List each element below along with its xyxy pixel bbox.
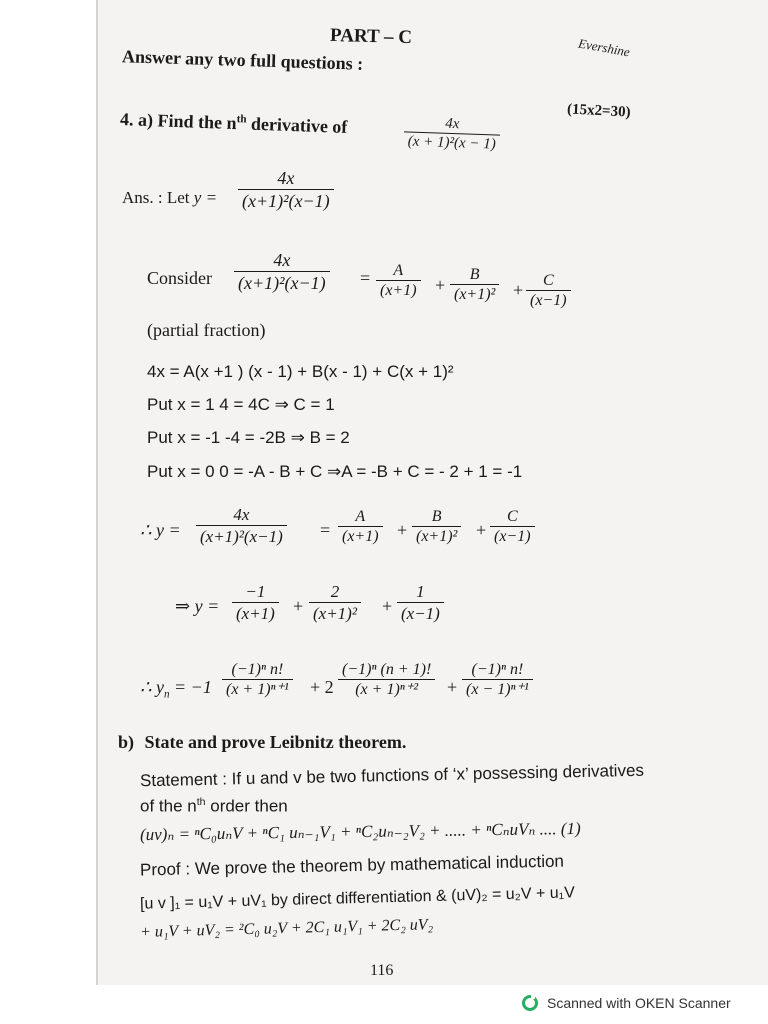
yn-term-1-den: (x + 1)ⁿ⁺¹ xyxy=(226,681,289,699)
statement2-sup: th xyxy=(196,796,206,808)
plus-sign: + xyxy=(382,596,393,616)
yn-term-3-num: (−1)ⁿ n! xyxy=(462,661,533,680)
partial-B-den: (x+1)² xyxy=(454,286,496,304)
answer-y-eq: y = xyxy=(193,188,218,207)
question-4b-title: State and prove Leibnitz theorem. xyxy=(144,732,407,752)
answer-fraction-den: (x+1)²(x−1) xyxy=(242,190,330,211)
consider-num: 4x xyxy=(234,250,330,272)
plus-sign: + xyxy=(435,275,446,295)
therefore-y: ∴ y = xyxy=(140,520,181,540)
yn-eq: = −1 xyxy=(169,677,212,697)
therefore-A xyxy=(338,508,383,547)
implies-term-2-num: 2 xyxy=(309,582,361,603)
marks-label: (15x2=30) xyxy=(566,101,631,121)
equation-line-3: Put x = -1 -4 = -2B ⇒ B = 2 xyxy=(147,428,350,447)
instruction-text: Answer any two full questions : xyxy=(121,46,364,74)
implies-term-3-den: (x−1) xyxy=(401,603,440,623)
page-number: 116 xyxy=(370,962,394,979)
yn-term-2 xyxy=(338,661,435,700)
therefore-A-num: A xyxy=(338,508,383,527)
yn-term-1 xyxy=(222,661,293,700)
partial-B xyxy=(450,266,499,305)
plus-sign: + xyxy=(447,677,458,697)
partial-A xyxy=(376,262,421,301)
equals-sign: = xyxy=(320,520,331,540)
statement-line-2 xyxy=(140,796,288,817)
implies-term-3-num: 1 xyxy=(397,582,444,603)
plus-sign: + xyxy=(513,280,524,300)
proof-line-3: + u₁V + uV₂ = ²C₀ u₂V + 2C₁ u₁V₁ + 2C₂ uV₂ xyxy=(139,916,434,941)
plus-sign: + xyxy=(476,520,487,540)
yn-term-3-den: (x − 1)ⁿ⁺¹ xyxy=(466,681,529,699)
plus-sign: + xyxy=(293,596,304,616)
consider-den: (x+1)²(x−1) xyxy=(238,272,326,293)
yn-coef-2: + 2 xyxy=(310,677,334,697)
therefore-A-den: (x+1) xyxy=(342,528,379,546)
yn-term-2-num: (−1)ⁿ (n + 1)! xyxy=(338,661,435,680)
partial-B-num: B xyxy=(450,266,499,285)
statement2-a: of the n xyxy=(140,796,197,816)
therefore-B-num: B xyxy=(412,508,461,527)
yn-term-1-num: (−1)ⁿ n! xyxy=(222,661,293,680)
partial-A-num: A xyxy=(376,262,421,281)
brand-watermark: Evershine xyxy=(577,35,631,60)
proof-line: Proof : We prove the theorem by mathematical induction xyxy=(139,851,565,880)
plus-sign: + xyxy=(397,520,408,540)
implies-term-1-den: (x+1) xyxy=(236,603,275,623)
yn-term-2-den: (x + 1)ⁿ⁺² xyxy=(355,681,419,699)
equation-line-4: Put x = 0 0 = -A - B + C ⇒A = -B + C = - 2 + 1 = -1 xyxy=(147,462,523,481)
question-4b-label: b) xyxy=(118,732,135,752)
question-text-rest: derivative of xyxy=(246,113,348,137)
yn-sub: n xyxy=(163,688,170,701)
implies-term-2 xyxy=(309,582,361,624)
yn-therefore: ∴ y xyxy=(140,677,164,697)
question-number: 4. xyxy=(119,109,134,130)
answer-label xyxy=(122,188,217,208)
therefore-B-den: (x+1)² xyxy=(416,528,458,546)
leibnitz-formula: (uv)ₙ = ⁿC₀uₙV + ⁿC₁ uₙ₋₁V₁ + ⁿC₂uₙ₋₂V₂ + ..... + ⁿCₙuVₙ .... (1) xyxy=(139,818,581,845)
therefore-C-den: (x−1) xyxy=(494,528,531,546)
equals-sign: = xyxy=(360,268,371,288)
yn-term-3 xyxy=(462,661,533,700)
therefore-C-num: C xyxy=(490,508,535,527)
question-fraction xyxy=(403,114,500,154)
answer-fraction-num: 4x xyxy=(238,168,334,190)
therefore-num: 4x xyxy=(196,505,287,526)
consider-fraction xyxy=(234,250,330,294)
question-text: a) Find the n xyxy=(137,109,237,134)
part-heading: PART – C xyxy=(329,24,413,49)
partial-A-den: (x+1) xyxy=(380,282,417,300)
question-sup: th xyxy=(236,113,247,126)
statement-line: Statement : If u and v be two functions of ‘x’ possessing derivatives xyxy=(139,760,645,791)
answer-let: Ans. : Let xyxy=(122,188,190,207)
question-fraction-den: (x + 1)²(x − 1) xyxy=(407,133,496,153)
equation-line-1: 4x = A(x +1 ) (x - 1) + B(x - 1) + C(x + 1)² xyxy=(147,362,454,381)
question-fraction-num: 4x xyxy=(404,114,501,136)
partial-C-den: (x−1) xyxy=(530,292,567,310)
equation-line-2: Put x = 1 4 = 4C ⇒ C = 1 xyxy=(147,395,335,414)
question-4b xyxy=(118,732,406,753)
consider-label: Consider xyxy=(147,268,212,288)
statement2-b: order then xyxy=(205,796,288,816)
proof-line-2: [u v ]₁ = u₁V + uV₁ by direct differentiation & (uV)₂ = u₂V + u₁V xyxy=(139,884,575,913)
therefore-C xyxy=(490,508,535,547)
scanner-watermark: Scanned with OKEN Scanner xyxy=(547,995,731,1011)
implies-term-1-num: −1 xyxy=(232,582,279,603)
implies-term-3 xyxy=(397,582,444,624)
partial-C xyxy=(526,272,571,311)
yn-label xyxy=(140,677,212,701)
partial-C-num: C xyxy=(526,272,571,291)
therefore-den: (x+1)²(x−1) xyxy=(200,526,283,546)
therefore-B xyxy=(412,508,461,547)
answer-fraction xyxy=(238,168,334,212)
implies-term-2-den: (x+1)² xyxy=(313,603,357,623)
implies-y: ⇒ y = xyxy=(175,596,220,616)
oken-logo-icon xyxy=(522,995,538,1011)
therefore-fraction xyxy=(196,505,287,547)
implies-term-1 xyxy=(232,582,279,624)
partial-fraction-label: (partial fraction) xyxy=(147,320,266,340)
